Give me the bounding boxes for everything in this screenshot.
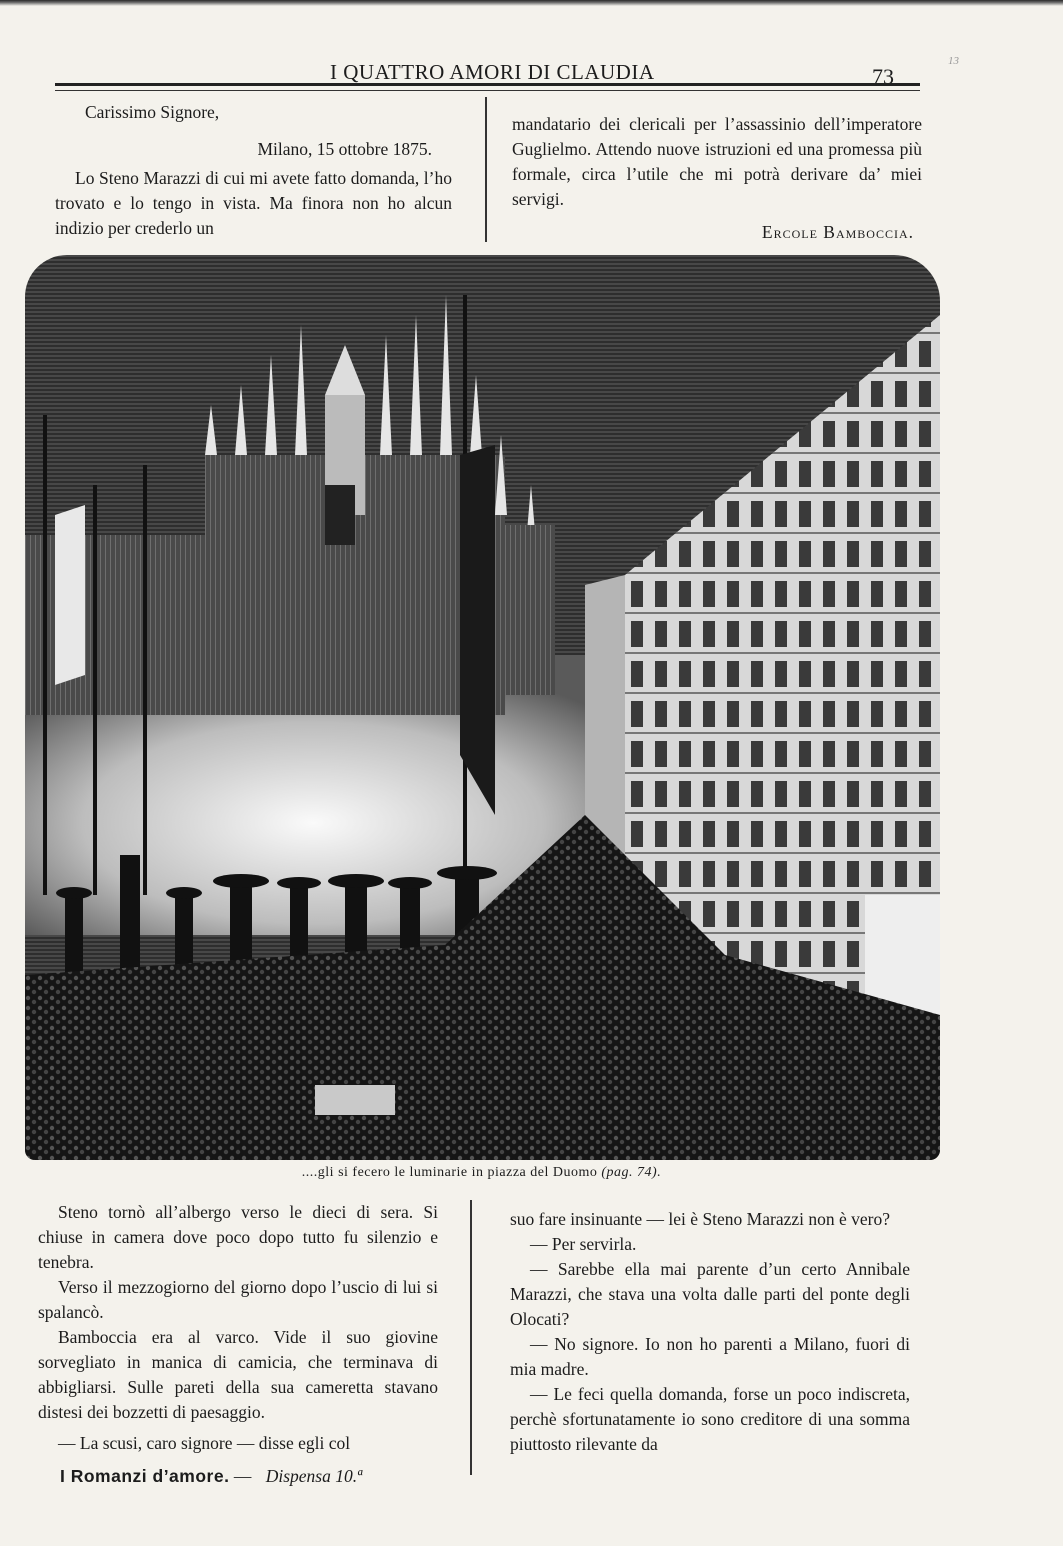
letter-paragraph-2: mandatario dei clericali per l’assassinio dell’imperatore Guglielmo. Attendo nuove istruzioni ed una promessa più formale, circa l’utile che mi potrà derivare da’ miei servigi. (512, 114, 922, 209)
body-right-paragraph: suo fare insinuante — lei è Steno Marazzi non è vero? (510, 1209, 891, 1229)
left-buildings (25, 535, 205, 715)
body-right-paragraph: — Le feci quella domanda, forse un poco indiscreta, perchè sfortunatamente io sono creditore di una somma piuttosto rilevante da (510, 1384, 910, 1454)
letter-signature: Ercole Bamboccia. (761, 222, 914, 242)
dark-banner (460, 445, 495, 815)
letter-salutation: Carissimo Signore, (85, 102, 220, 122)
head-rule-thick (55, 83, 920, 86)
engraving-illustration (25, 255, 940, 1160)
running-head-title: I QUATTRO AMORI DI CLAUDIA (330, 60, 655, 84)
body-right-paragraph: — Per servirla. (530, 1234, 637, 1254)
letter-paragraph-1: Lo Steno Marazzi di cui mi avete fatto domanda, l’ho trovato e lo tengo in vista. Ma finora non ho alcun indizio per crederlo un (55, 168, 452, 238)
dispensa-number: Dispensa 10.ª (265, 1466, 362, 1486)
letter-right-column (512, 112, 922, 245)
head-rule-thin (55, 90, 920, 91)
footer-signature-line (60, 1466, 362, 1487)
crate (315, 1085, 395, 1115)
margin-mark: 13 (948, 55, 959, 67)
illustration-caption (0, 1165, 963, 1181)
body-right-column (510, 1207, 910, 1457)
body-right-paragraph: — No signore. Io non ho parenti a Milano, fuori di mia madre. (510, 1334, 910, 1379)
body-left-paragraph: Verso il mezzogiorno del giorno dopo l’uscio di lui si spalancò. (38, 1277, 438, 1322)
publication-name: I Romanzi d’amore. (60, 1466, 230, 1486)
body-right-paragraph: — Sarebbe ella mai parente d’un certo Annibale Marazzi, che stava una volta dalle parti del ponte degli Olocati? (510, 1259, 910, 1329)
body-left-paragraph: Steno tornò all’albergo verso le dieci di sera. Si chiuse in camera dove poco dopo tutto fu silenzio e tenebra. (38, 1202, 438, 1272)
white-banner (55, 505, 85, 685)
letter-left-column (55, 100, 452, 241)
caption-text: ....gli si fecero le luminarie in piazza del Duomo (301, 1165, 598, 1180)
body-left-paragraph: Bamboccia era al varco. Vide il suo giovine sorvegliato in manica di camicia, che terminava di abbigliarsi. Sulle pareti della sua cameretta stavano distesi dei bozzetti di paesaggio. (38, 1327, 438, 1422)
letter-column-rule (485, 97, 487, 242)
page-top-edge (0, 0, 1063, 6)
body-left-column (38, 1200, 438, 1456)
page-number: 73 (872, 64, 894, 89)
caption-page-reference: (pag. 74). (601, 1165, 662, 1180)
body-left-paragraph: — La scusi, caro signore — disse egli col (58, 1433, 351, 1453)
letter-date: Milano, 15 ottobre 1875. (257, 139, 432, 159)
body-column-rule (470, 1200, 472, 1475)
footer-dash: — (233, 1466, 252, 1486)
